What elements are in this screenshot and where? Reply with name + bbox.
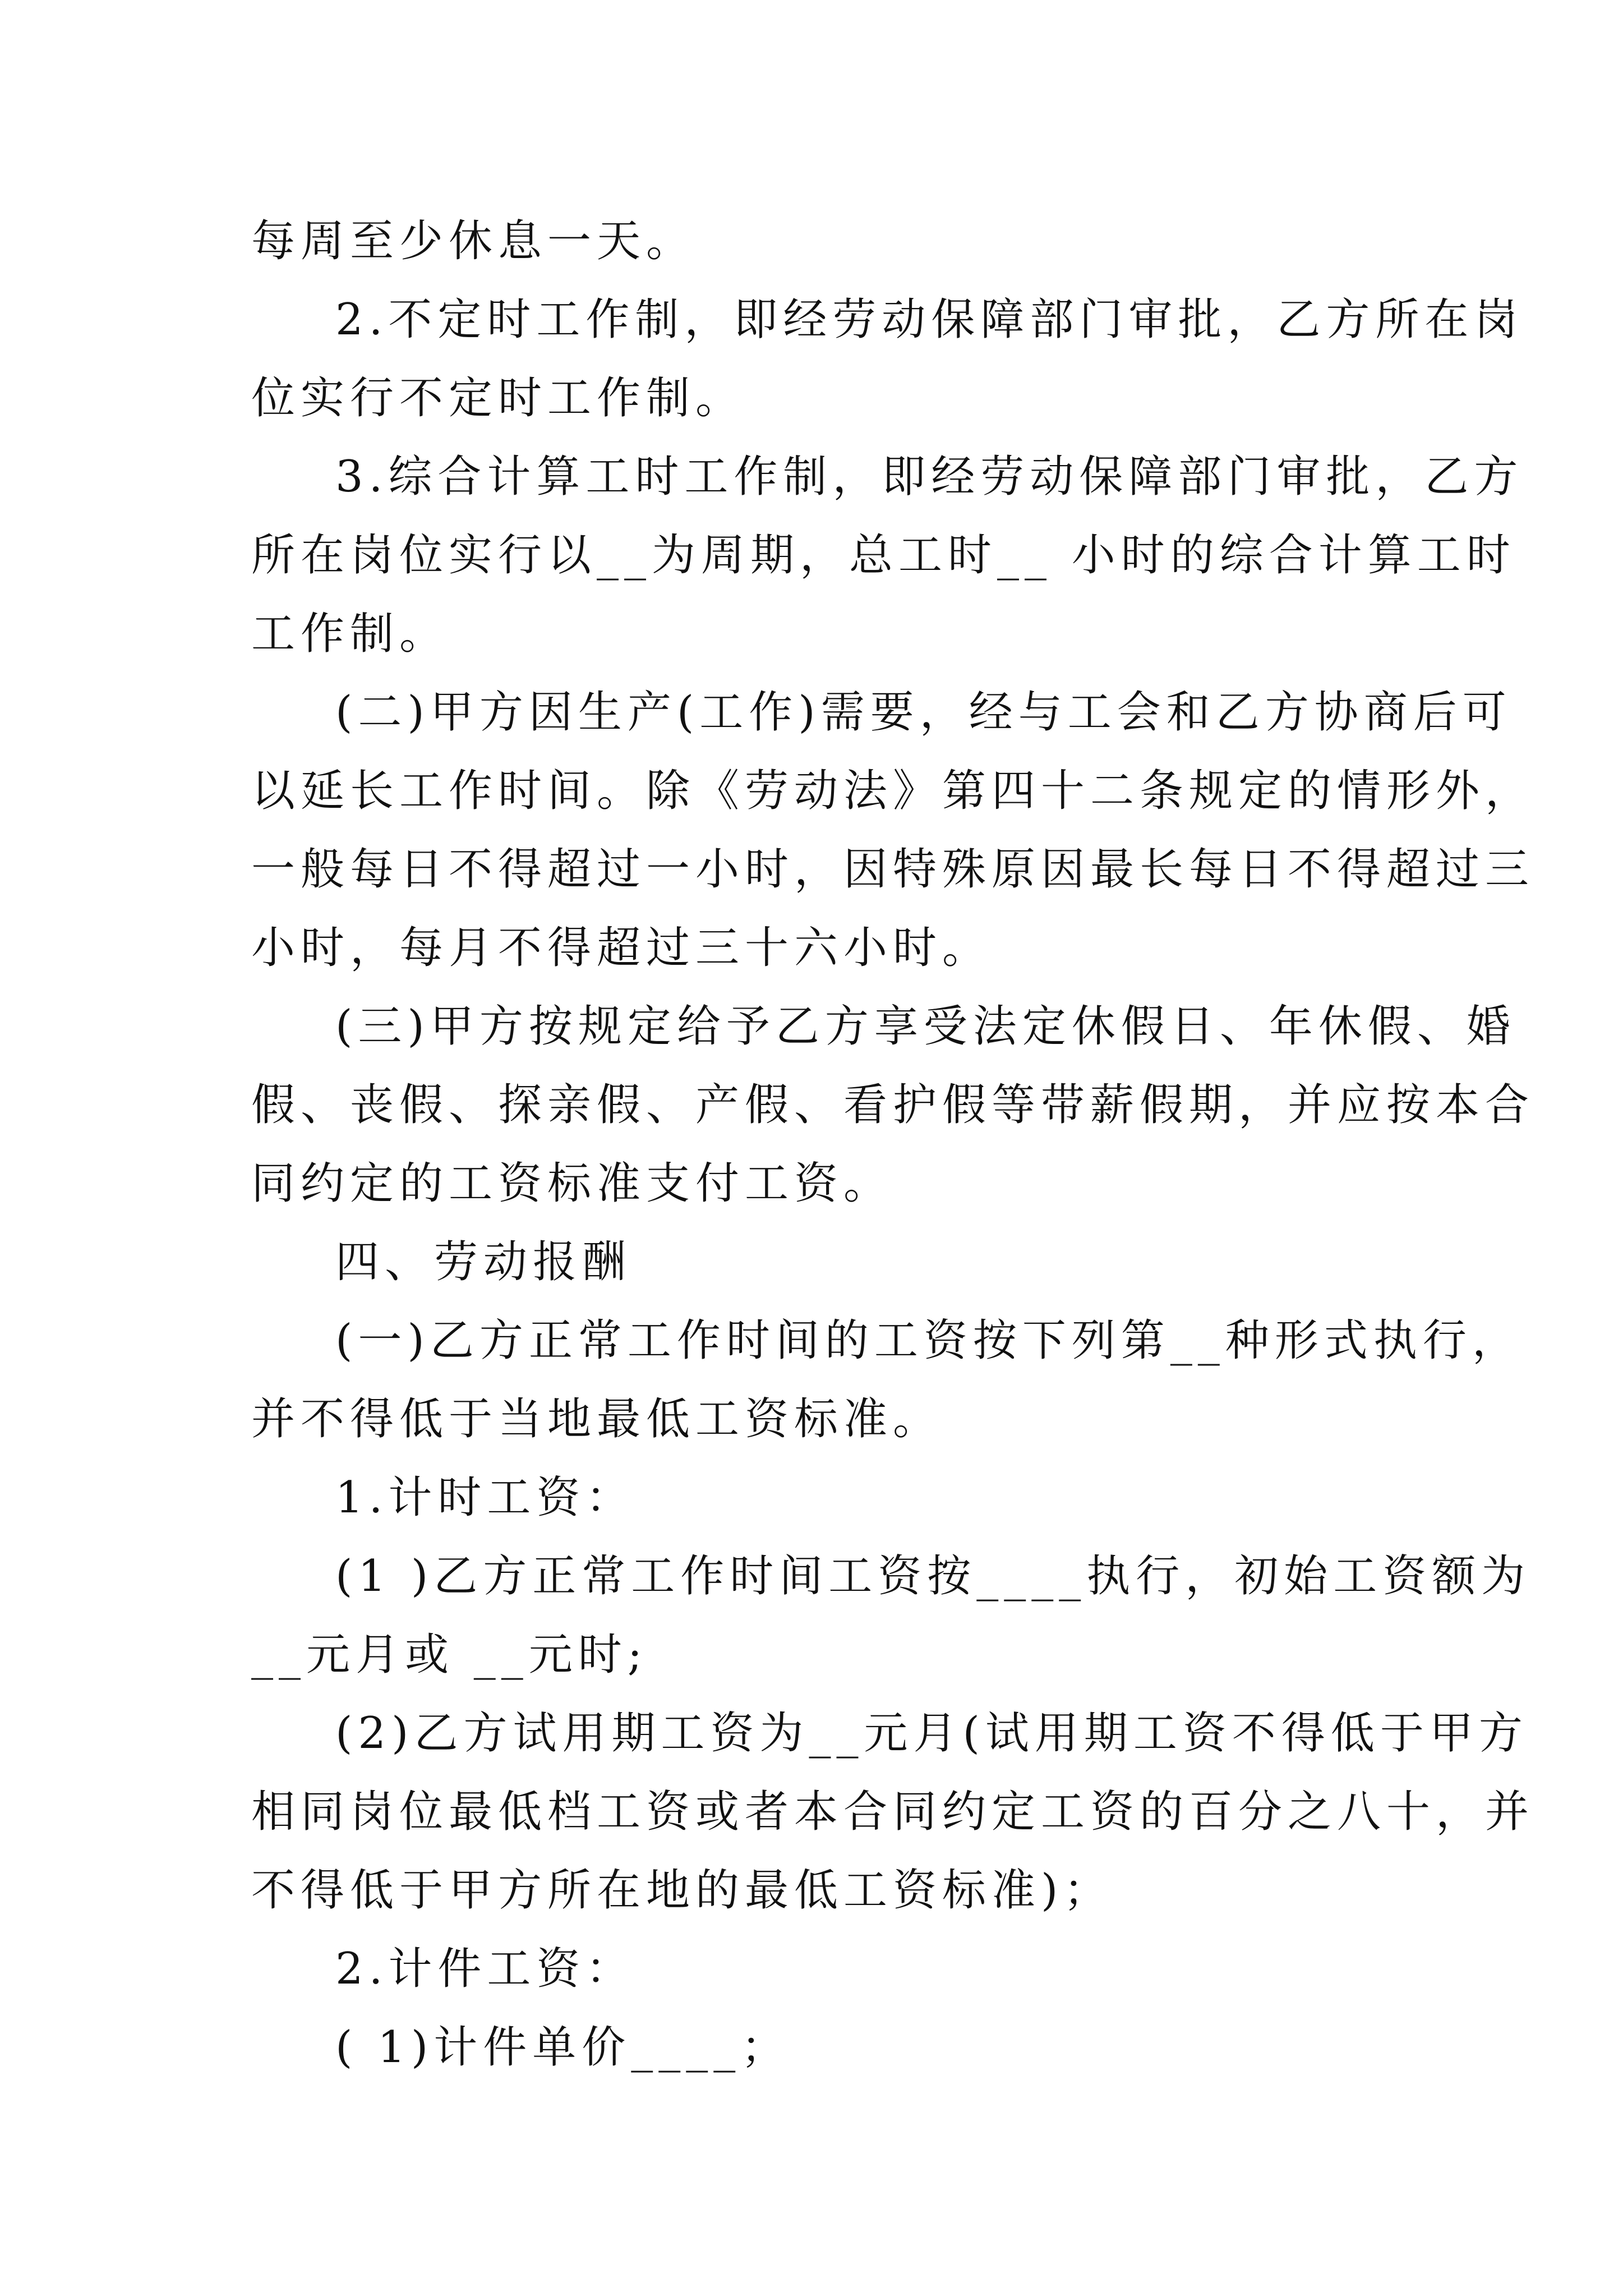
text-line: 小时，每月不得超过三十六小时。	[251, 923, 992, 973]
text-line: (1 )乙方正常工作时间工资按____执行，初始工资额为	[335, 1551, 1531, 1602]
text-line: ( 1)计件单价____；	[335, 2022, 791, 2073]
text-line: 不得低于甲方所在地的最低工资标准)；	[251, 1865, 1113, 1916]
text-line: 以延长工作时间。除《劳动法》第四十二条规定的情形外，	[251, 766, 1535, 816]
text-line: 假、丧假、探亲假、产假、看护假等带薪假期，并应按本合	[251, 1080, 1535, 1130]
text-line: __元月或 __元时;	[251, 1630, 648, 1680]
text-line: (三)甲方按规定给予乙方享受法定休假日、年休假、婚	[335, 1001, 1516, 1052]
text-line: 每周至少休息一天。	[251, 216, 696, 266]
text-line: 2.计件工资：	[335, 1944, 635, 1994]
text-line: 并不得低于当地最低工资标准。	[251, 1394, 943, 1444]
text-line: 2.不定时工作制，即经劳动保障部门审批，乙方所在岗	[335, 295, 1524, 345]
text-line: 同约定的工资标准支付工资。	[251, 1158, 893, 1209]
text-line: (二)甲方因生产(工作)需要，经与工会和乙方协商后可	[335, 687, 1512, 738]
text-line: 位实行不定时工作制。	[251, 373, 745, 424]
text-line: 相同岗位最低档工资或者本合同约定工资的百分之八十，并	[251, 1787, 1535, 1837]
text-line: (一)乙方正常工作时间的工资按下列第__种形式执行，	[335, 1315, 1521, 1366]
text-line: 一般每日不得超过一小时，因特殊原因最长每日不得超过三	[251, 844, 1535, 895]
text-line: 3.综合计算工时工作制，即经劳动保障部门审批，乙方	[335, 452, 1524, 502]
text-line: 工作制。	[251, 609, 449, 659]
text-line: 1.计时工资：	[335, 1473, 635, 1523]
text-line: (2)乙方试用期工资为__元月(试用期工资不得低于甲方	[335, 1708, 1528, 1759]
section-heading: 四、劳动报酬	[335, 1237, 632, 1287]
text-line: 所在岗位实行以__为周期，总工时__ 小时的综合计算工时	[251, 530, 1516, 581]
